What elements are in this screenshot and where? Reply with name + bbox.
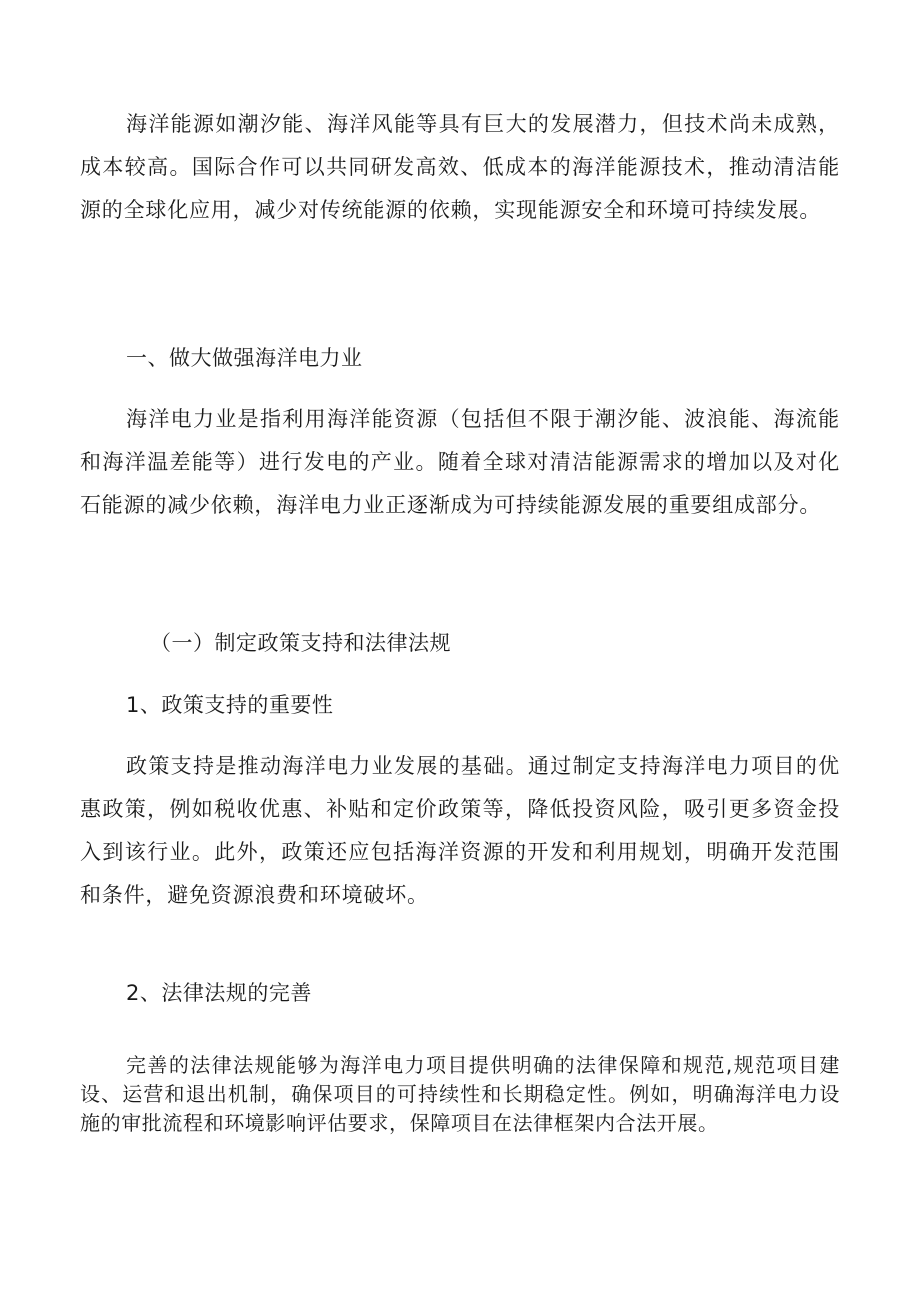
paragraph-policy-support: 政策支持是推动海洋电力业发展的基础。通过制定支持海洋电力项目的优惠政策，例如税收优惠、补贴和定价政策等，降低投资风险，吸引更多资金投入到该行业。此外，政策还应包括海洋资源的开发和利用规划，明确开发范围和条件，避免资源浪费和环境破坏。	[80, 754, 840, 907]
section-heading: 一、做大做强海洋电力业	[126, 346, 363, 370]
item-2-heading: 2、法律法规的完善	[126, 981, 312, 1005]
paragraph-ocean-power-industry: 海洋电力业是指利用海洋能资源（包括但不限于潮汐能、波浪能、海流能和海洋温差能等）进行发电的产业。随着全球对清洁能源需求的增加以及对化石能源的减少依赖，海洋电力业正逐渐成为可持续能源发展的重要组成部分。	[80, 407, 840, 517]
paragraph-laws-regulations: 完善的法律法规能够为海洋电力项目提供明确的法律保障和规范,规范项目建设、运营和退出机制，确保项目的可持续性和长期稳定性。例如，明确海洋电力设施的审批流程和环境影响评估要求，保障项目在法律框架内合法开展。	[80, 1053, 840, 1135]
subsection-heading: （一）制定政策支持和法律法规	[150, 631, 451, 655]
paragraph-ocean-energy-cooperation: 海洋能源如潮汐能、海洋风能等具有巨大的发展潜力，但技术尚未成熟，成本较高。国际合作可以共同研发高效、低成本的海洋能源技术，推动清洁能源的全球化应用，减少对传统能源的依赖，实现能源安全和环境可持续发展。	[80, 112, 840, 222]
item-1-heading: 1、政策支持的重要性	[126, 693, 334, 717]
